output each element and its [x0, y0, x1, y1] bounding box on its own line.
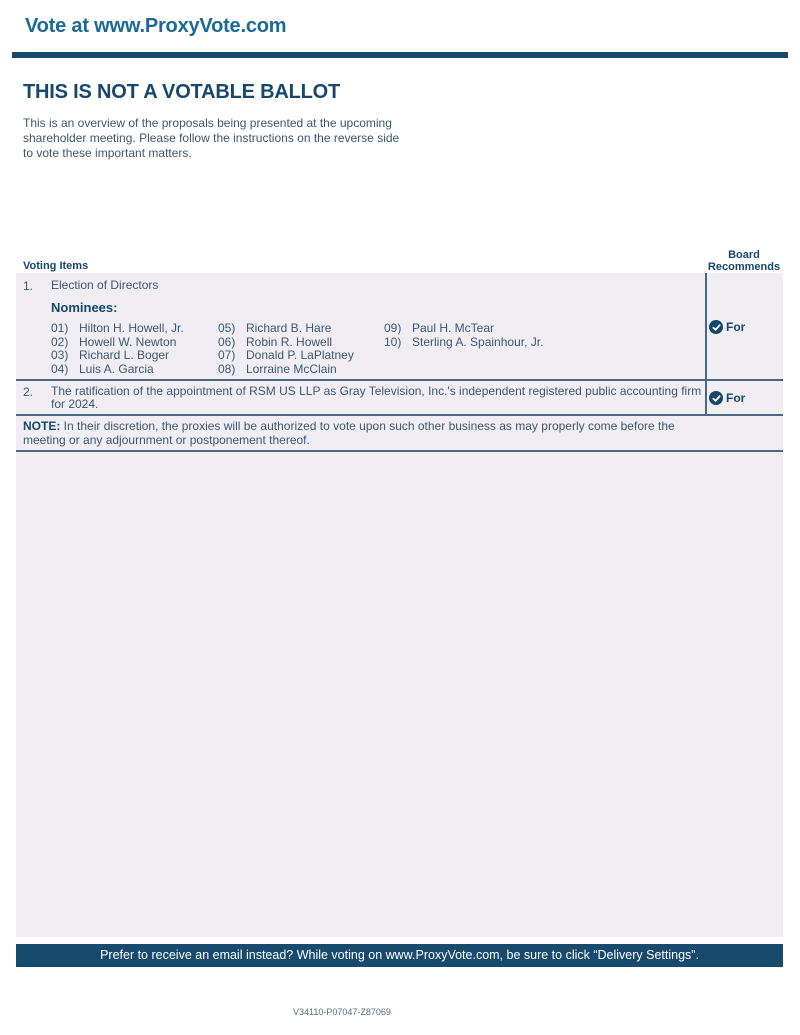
- board-recommendation-item-2: For: [709, 391, 745, 405]
- row-divider: [16, 414, 783, 416]
- item-title: The ratification of the appointment of RSM US LLP as Gray Television, Inc.'s independent registered public accounting firm for 2024.: [51, 384, 702, 411]
- nominee: 03) Richard L. Boger: [51, 348, 170, 362]
- row-divider: [16, 450, 783, 452]
- nominee: 10) Sterling A. Spainhour, Jr.: [384, 334, 544, 349]
- top-rule-divider: [12, 52, 788, 58]
- nominee: 08) Lorraine McClain: [218, 361, 337, 376]
- item-title: Election of Directors: [51, 278, 159, 292]
- nominee: 06) Robin R. Howell: [218, 334, 333, 349]
- item-number: 2.: [23, 385, 34, 399]
- page-title: THIS IS NOT A VOTABLE BALLOT: [23, 81, 340, 103]
- check-circle-icon: [709, 320, 723, 334]
- nominee: 04) Luis A. Garcia: [51, 361, 154, 376]
- board-recommends-header: Board Recommends: [707, 249, 781, 273]
- note-text: NOTE: In their discretion, the proxies will be authorized to vote upon such other business as may properly come before the meeting or any adjournment or postponement thereof.: [23, 419, 675, 447]
- board-recommendation-item-1: For: [709, 320, 745, 334]
- site-title: Vote at www.ProxyVote.com: [25, 15, 287, 37]
- nominees-label: Nominees:: [51, 300, 118, 315]
- voting-items-header: Voting Items: [23, 260, 89, 272]
- check-circle-icon: [709, 391, 723, 405]
- recommendation-column-divider: [705, 273, 707, 415]
- nominee-column-1: [51, 322, 184, 376]
- delivery-settings-banner: Prefer to receive an email instead? While voting on www.ProxyVote.com, be sure to click “Delivery Settings”.: [16, 944, 783, 967]
- row-divider: [16, 379, 783, 381]
- nominee: 07) Donald P. LaPlatney: [218, 348, 354, 362]
- note-label: NOTE:: [23, 419, 61, 433]
- nominee: 05) Richard B. Hare: [218, 321, 332, 335]
- item-number: 1.: [23, 279, 34, 293]
- intro-text: This is an overview of the proposals being presented at the upcoming shareholder meeting. Please follow the instructions on the reverse side to vote these important matters.: [23, 116, 400, 160]
- nominee-column-2: [218, 322, 354, 376]
- nominee: 02) Howell W. Newton: [51, 334, 177, 349]
- document-id: V34110-P07047-Z87069: [293, 1007, 391, 1017]
- nominee: 01) Hilton H. Howell, Jr.: [51, 321, 184, 335]
- nominee: 09) Paul H. McTear: [384, 321, 495, 335]
- nominee-column-3: [384, 322, 543, 349]
